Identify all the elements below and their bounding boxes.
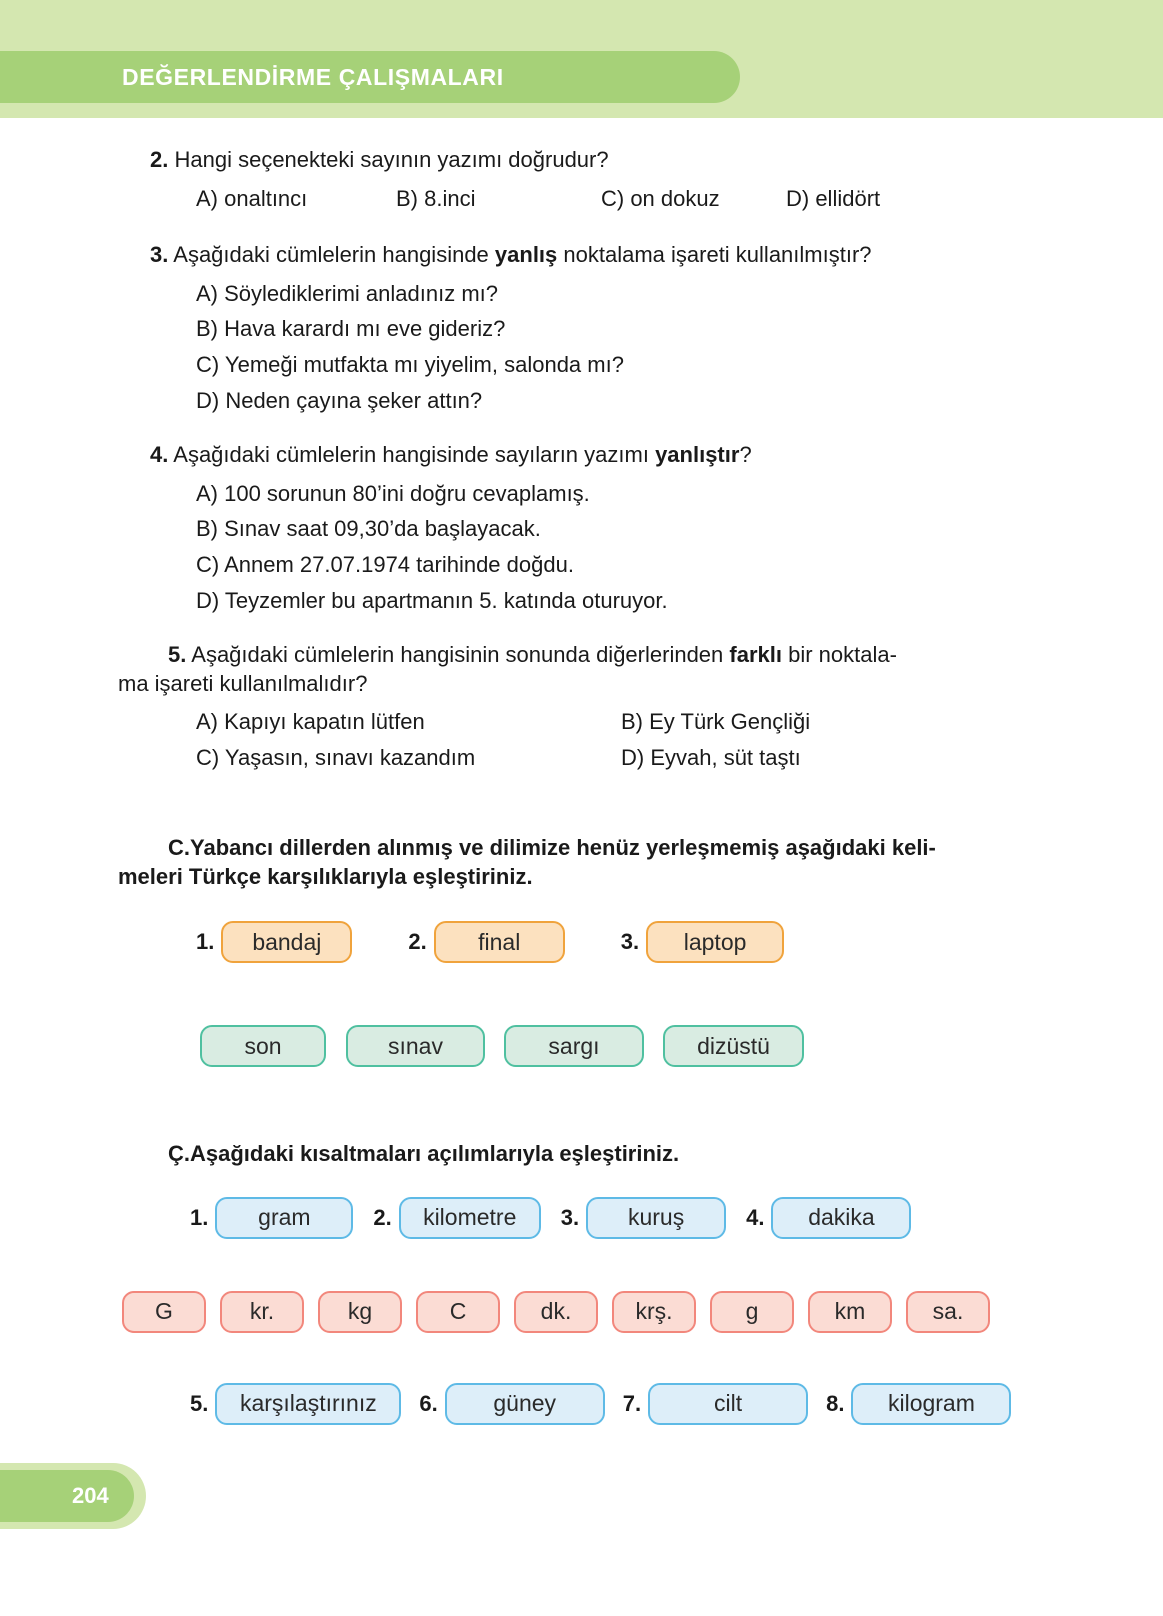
question-5-stem-line-2: ma işareti kullanılmalıdır? — [118, 670, 368, 696]
abbr-box-g-lower[interactable]: g — [710, 1291, 794, 1333]
question-3-option-a[interactable]: A) Söylediklerimi anladınız mı? — [196, 280, 499, 306]
word-box-son[interactable]: son — [200, 1025, 326, 1067]
section-c — [0, 833, 1163, 1068]
expansion-index-8: 8. — [826, 1390, 845, 1416]
page-number: 204 — [72, 1483, 109, 1508]
section-c-cedilla-heading-text: Aşağıdaki kısaltmaları açılımlarıyla eşleştiriniz. — [190, 1141, 680, 1167]
expansion-index-6: 6. — [419, 1390, 438, 1416]
word-box-kilogram[interactable]: kilogram — [851, 1383, 1011, 1425]
question-5-option-c[interactable]: C) Yaşasın, sınavı kazandım — [196, 744, 476, 770]
question-3-text-pre: Aşağıdaki cümlelerin hangisinde — [173, 242, 495, 268]
question-2-option-c[interactable]: C) on dokuz — [601, 185, 720, 211]
expansion-index-7: 7. — [622, 1390, 642, 1416]
question-2-option-d[interactable]: D) ellidört — [786, 185, 881, 211]
expansion-index-4: 4. — [746, 1204, 765, 1230]
section-c-cedilla-heading — [118, 1139, 1053, 1168]
question-4-text-pre: Aşağıdaki cümlelerin hangisinde sayıların yazımı — [173, 442, 656, 468]
section-c-cedilla-expansions-top-row — [190, 1197, 1163, 1239]
question-5-option-b[interactable]: B) Ey Türk Gençliği — [621, 709, 811, 735]
section-c-heading-line-2: meleri Türkçe karşılıklarıyla eşleştiriniz. — [118, 863, 533, 889]
question-3-text-post: noktalama işareti kullanılmıştır? — [557, 242, 872, 268]
word-box-gram[interactable]: gram — [215, 1197, 353, 1239]
section-c-heading-line-1: Yabancı dillerden alınmış ve dilimize henüz yerleşmemiş aşağıdaki keli- — [190, 834, 936, 860]
page-title: DEĞERLENDİRME ÇALIŞMALARI — [122, 63, 504, 90]
word-box-kilometre[interactable]: kilometre — [399, 1197, 541, 1239]
abbr-box-kr[interactable]: kr. — [220, 1291, 304, 1333]
abbr-box-dk[interactable]: dk. — [514, 1291, 598, 1333]
question-3-text-emphasis: yanlış — [494, 242, 558, 268]
expansion-index-3: 3. — [560, 1204, 580, 1230]
question-3-stem — [150, 241, 1163, 270]
word-box-sinav[interactable]: sınav — [346, 1025, 485, 1067]
question-5-stem-line-1 — [168, 641, 1163, 670]
question-3 — [0, 241, 1163, 415]
expansion-index-5: 5. — [190, 1390, 209, 1416]
question-5-option-a[interactable]: A) Kapıyı kapatın lütfen — [196, 709, 425, 735]
header-banner — [0, 51, 740, 103]
question-5-text-emphasis: farklı — [729, 642, 782, 668]
question-4-option-b[interactable]: B) Sınav saat 09,30’da başlayacak. — [196, 516, 541, 542]
word-box-bandaj[interactable]: bandaj — [221, 921, 352, 963]
section-c-cedilla-expansions-bottom-row — [190, 1383, 1163, 1425]
question-5-text-pre: Aşağıdaki cümlelerin hangisinin sonunda diğerlerinden — [191, 642, 730, 668]
question-2-options — [196, 185, 1163, 214]
section-c-heading — [118, 833, 1053, 862]
section-c-turkish-words-row — [200, 1025, 1163, 1067]
question-2-text: Hangi seçenekteki sayının yazımı doğrudur? — [174, 147, 609, 172]
section-c-foreign-index-2: 2. — [408, 929, 427, 955]
word-box-final[interactable]: final — [434, 921, 565, 963]
expansion-index-1: 1. — [190, 1204, 209, 1230]
question-2-option-b[interactable]: B) 8.inci — [396, 185, 476, 211]
word-box-cilt[interactable]: cilt — [648, 1383, 808, 1425]
question-5-text-post: bir noktala- — [781, 642, 897, 668]
question-2-number: 2. — [150, 147, 169, 172]
question-2 — [0, 146, 1163, 213]
question-4 — [0, 441, 1163, 615]
word-box-laptop[interactable]: laptop — [646, 921, 784, 963]
question-5-options-row-1 — [196, 708, 1163, 737]
abbr-box-krs[interactable]: krş. — [612, 1291, 696, 1333]
question-2-option-a[interactable]: A) onaltıncı — [196, 185, 308, 211]
word-box-karsilastiriniz[interactable]: karşılaştırınız — [215, 1383, 401, 1425]
expansion-index-2: 2. — [373, 1204, 392, 1230]
question-4-text-post: ? — [739, 442, 752, 468]
section-c-foreign-index-1: 1. — [196, 929, 215, 955]
question-3-number: 3. — [150, 242, 169, 268]
word-box-dizustu[interactable]: dizüstü — [663, 1025, 804, 1067]
question-4-number: 4. — [150, 442, 169, 468]
abbr-box-kg[interactable]: kg — [318, 1291, 402, 1333]
question-4-text-emphasis: yanlıştır — [655, 442, 740, 468]
word-box-kurus[interactable]: kuruş — [586, 1197, 726, 1239]
abbr-box-sa[interactable]: sa. — [906, 1291, 990, 1333]
word-box-sargi[interactable]: sargı — [504, 1025, 644, 1067]
section-c-cedilla-letter: Ç. — [168, 1141, 190, 1167]
section-c-foreign-index-3: 3. — [620, 929, 640, 955]
abbr-box-km[interactable]: km — [808, 1291, 892, 1333]
question-3-option-c[interactable]: C) Yemeği mutfakta mı yiyelim, salonda mı? — [196, 351, 624, 377]
question-4-option-d[interactable]: D) Teyzemler bu apartmanın 5. katında oturuyor. — [196, 587, 668, 613]
section-c-letter: C. — [168, 834, 190, 860]
question-5-options-row-2 — [196, 744, 1163, 773]
word-box-guney[interactable]: güney — [445, 1383, 605, 1425]
question-3-option-d[interactable]: D) Neden çayına şeker attın? — [196, 387, 483, 413]
abbr-box-c-capital[interactable]: C — [416, 1291, 500, 1333]
question-2-stem — [150, 146, 1163, 175]
word-box-dakika[interactable]: dakika — [771, 1197, 911, 1239]
question-4-option-c[interactable]: C) Annem 27.07.1974 tarihinde doğdu. — [196, 551, 574, 577]
page-content — [0, 118, 1163, 1425]
section-c-cedilla — [0, 1139, 1163, 1424]
question-3-option-b[interactable]: B) Hava karardı mı eve gideriz? — [196, 316, 506, 342]
section-c-cedilla-abbreviations-row — [122, 1291, 1163, 1333]
abbr-box-g-capital[interactable]: G — [122, 1291, 206, 1333]
question-4-option-a[interactable]: A) 100 sorunun 80’ini doğru cevaplamış. — [196, 480, 590, 506]
page-number-tab — [0, 1470, 134, 1522]
section-c-foreign-words-row — [196, 921, 1163, 963]
question-5 — [0, 641, 1163, 772]
question-4-stem — [150, 441, 1163, 470]
question-5-option-d[interactable]: D) Eyvah, süt taştı — [621, 744, 801, 770]
question-5-number: 5. — [168, 642, 187, 668]
